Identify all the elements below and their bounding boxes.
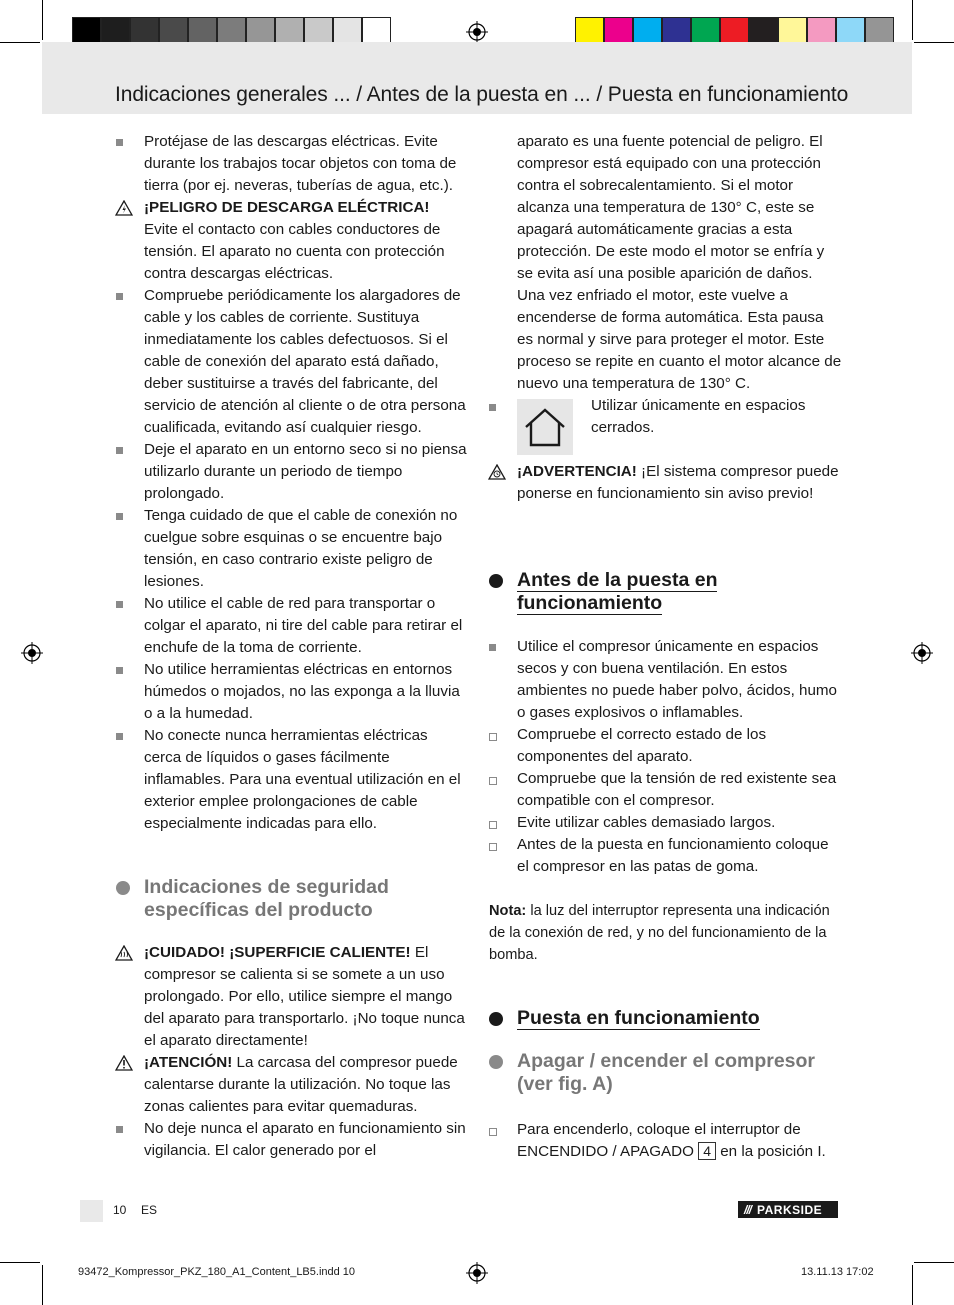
left-column-lower <box>116 942 468 1162</box>
list-item-text: Protéjase de las descargas eléctricas. Evite durante los trabajos tocar objetos con toma de tierra (por ej. neveras, tuberías de agua, etc.). <box>144 133 457 194</box>
page-number: 10 <box>113 1203 127 1217</box>
square-bullet-icon <box>116 447 123 454</box>
checklist-item <box>489 1119 841 1163</box>
crop-mark <box>42 1265 43 1305</box>
square-bullet-icon <box>116 1126 123 1133</box>
list-item <box>116 505 468 593</box>
registration-mark-icon <box>466 1262 488 1284</box>
registration-mark-icon <box>21 642 43 664</box>
right-column-warning <box>489 461 841 505</box>
note-label: Nota: <box>489 903 527 919</box>
warning-text: El compresor se calienta si se somete a un uso prolongado. Por ello, utilice siempre el mango del aparato para transportarlo. ¡No toque nunca el aparato directamente! <box>144 944 465 1049</box>
checklist-item <box>489 768 841 812</box>
crop-mark <box>912 0 913 40</box>
square-bullet-icon <box>116 667 123 674</box>
section-bullet-icon <box>489 1012 503 1026</box>
warning-heading: ¡PELIGRO DE DESCARGA ELÉCTRICA! <box>144 199 430 216</box>
list-item-text: Antes de la puesta en funcionamiento coloque el compresor en las patas de goma. <box>517 836 829 875</box>
checkbox-bullet-icon <box>489 821 497 829</box>
list-item-text: Compruebe el correcto estado de los componentes del aparato. <box>517 726 767 765</box>
list-item-text: Para encenderlo, coloque el interruptor de ENCENDIDO / APAGADO <box>517 1121 801 1160</box>
list-item <box>116 439 468 505</box>
house-icon-box <box>517 399 573 455</box>
section-bullet-icon <box>116 881 130 895</box>
note-text: la luz del interruptor representa una indicación de la conexión de red, y no del funcionamiento de la bomba. <box>489 903 830 963</box>
checkbox-bullet-icon <box>489 1128 497 1136</box>
indoor-use-text: Utilizar únicamente en espacios cerrados. <box>591 397 806 436</box>
checkbox-bullet-icon <box>489 843 497 851</box>
warning-item <box>116 1052 468 1118</box>
list-item <box>489 636 841 724</box>
page-title: Indicaciones generales ... / Antes de la puesta en ... / Puesta en funcionamiento <box>115 83 849 106</box>
list-item <box>116 285 468 439</box>
section-bullet-icon <box>489 1055 503 1069</box>
list-item <box>116 131 468 197</box>
logo-slashes: /// <box>744 1202 752 1217</box>
registration-mark-icon <box>466 21 488 43</box>
warning-text: La carcasa del compresor puede calentarse durante la utilización. No toque las zonas calientes para evitar quemaduras. <box>144 1054 458 1115</box>
crop-mark <box>0 1262 40 1263</box>
checkbox-bullet-icon <box>489 777 497 785</box>
warning-item <box>116 942 468 1052</box>
warning-item <box>489 461 841 505</box>
section-bullet-icon <box>489 574 503 588</box>
slug-date: 13.11.13 17:02 <box>801 1266 874 1278</box>
right-column-section3 <box>489 1119 841 1163</box>
list-item <box>116 659 468 725</box>
list-item-text: Evite utilizar cables demasiado largos. <box>517 814 776 831</box>
list-item-text: No conecte nunca herramientas eléctricas cerca de líquidos o gases fácilmente inflamables. Para una eventual utilización en el exterior emplee prolongaciones de cable especialmente indicadas para ello. <box>144 727 461 832</box>
square-bullet-icon <box>116 601 123 608</box>
warning-triangle-icon <box>115 200 133 216</box>
section-heading-text: Indicaciones de seguridad específicas del producto <box>144 876 389 921</box>
warning-item <box>116 197 468 285</box>
list-item-text: Tenga cuidado de que el cable de conexión no cuelgue sobre esquinas o se encuentre bajo tensión, en caso contrario existe peligro de lesiones. <box>144 507 458 590</box>
square-bullet-icon <box>116 293 123 300</box>
section-heading-text: Apagar / encender el compresor (ver fig. A) <box>517 1050 816 1095</box>
section-heading-before-startup <box>517 569 837 615</box>
paragraph-continuation: aparato es una fuente potencial de peligro. El compresor está equipado con una protección contra el sobrecalentamiento. Si el motor alcanza una temperatura de 130° C, este se apagará automáticamente gracias a esta protección. De este modo el motor se enfría y se evita así una posible aparición de daños. Una vez enfriado el motor, este vuelve a encenderse de forma automática. Esta pausa es normal y sirve para proteger el motor. Este proceso se repite en cuanto el motor alcance de nuevo una temperatura de 130° C. <box>517 133 842 392</box>
warning-text: Evite el contacto con cables conductores de tensión. El aparato no cuenta con protección contra descargas eléctricas. <box>144 221 445 282</box>
logo-text: PARKSIDE <box>757 1202 823 1217</box>
crop-mark <box>0 42 40 43</box>
warning-triangle-icon <box>115 1055 133 1071</box>
square-bullet-icon <box>116 139 123 146</box>
part-number-box: 4 <box>698 1142 716 1160</box>
right-column-section1 <box>489 636 841 878</box>
section-heading-switch-on-off <box>517 1050 837 1096</box>
square-bullet-icon <box>116 733 123 740</box>
crop-mark <box>42 0 43 40</box>
house-icon <box>517 399 573 455</box>
warning-heading: ¡CUIDADO! ¡SUPERFICIE CALIENTE! <box>144 944 411 961</box>
square-bullet-icon <box>489 644 496 651</box>
list-item <box>116 593 468 659</box>
warning-text: ¡El sistema compresor puede ponerse en funcionamiento sin aviso previo! <box>517 463 839 502</box>
list-item <box>116 1118 468 1162</box>
square-bullet-icon <box>116 513 123 520</box>
note-paragraph <box>489 900 841 966</box>
checklist-item <box>489 812 841 834</box>
list-item-text: Compruebe periódicamente los alargadores de cable y los cables de corriente. Sustituya inmediatamente los cables defectuosos. Si el cable de conexión del aparato está dañado, deber sustituirse a través del fabricante, del servicio de atención al cliente o de otra persona cualificada, evitando así cualquier riesgo. <box>144 287 466 436</box>
language-code: ES <box>141 1203 158 1217</box>
crop-mark <box>914 42 954 43</box>
checklist-item <box>489 834 841 878</box>
right-column <box>517 131 842 395</box>
crop-mark <box>912 1265 913 1305</box>
list-item-text: Utilice el compresor únicamente en espacios secos y con buena ventilación. En estos ambientes no puede haber polvo, ácidos, humo o gases explosivos o inflamables. <box>517 638 837 721</box>
section-heading-text: Puesta en funcionamiento <box>517 1007 760 1029</box>
registration-mark-icon <box>911 642 933 664</box>
list-item-text: No deje nunca el aparato en funcionamiento sin vigilancia. El calor generado por el <box>144 1120 466 1159</box>
list-item-text: Compruebe que la tensión de red existente sea compatible con el compresor. <box>517 770 837 809</box>
page-number-box <box>80 1200 103 1222</box>
square-bullet-icon <box>489 404 496 411</box>
warning-heading: ¡ATENCIÓN! <box>144 1054 233 1071</box>
list-item-text: No utilice el cable de red para transportar o colgar el aparato, ni tire del cable para retirar el enchufe de la toma de corriente. <box>144 595 463 656</box>
warning-heading: ¡ADVERTENCIA! <box>517 463 637 480</box>
list-item <box>116 725 468 835</box>
slug-filename: 93472_Kompressor_PKZ_180_A1_Content_LB5.indd 10 <box>78 1266 356 1278</box>
list-item-text: No utilice herramientas eléctricas en entornos húmedos o mojados, no las exponga a la lluvia o a la humedad. <box>144 661 460 722</box>
list-item-text: Deje el aparato en un entorno seco si no piensa utilizarlo durante un periodo de tiempo prolongado. <box>144 441 467 502</box>
parkside-logo <box>738 1201 838 1218</box>
section-heading-startup <box>517 1007 837 1030</box>
checklist-item <box>489 724 841 768</box>
section-heading-product-safety <box>144 876 464 922</box>
section-heading-text: Antes de la puesta en funcionamiento <box>517 569 718 614</box>
warning-triangle-icon <box>488 464 506 480</box>
hot-surface-warning-icon <box>115 945 133 961</box>
left-column <box>116 131 468 835</box>
checkbox-bullet-icon <box>489 733 497 741</box>
list-item-text: en la posición I. <box>720 1143 826 1160</box>
crop-mark <box>914 1262 954 1263</box>
